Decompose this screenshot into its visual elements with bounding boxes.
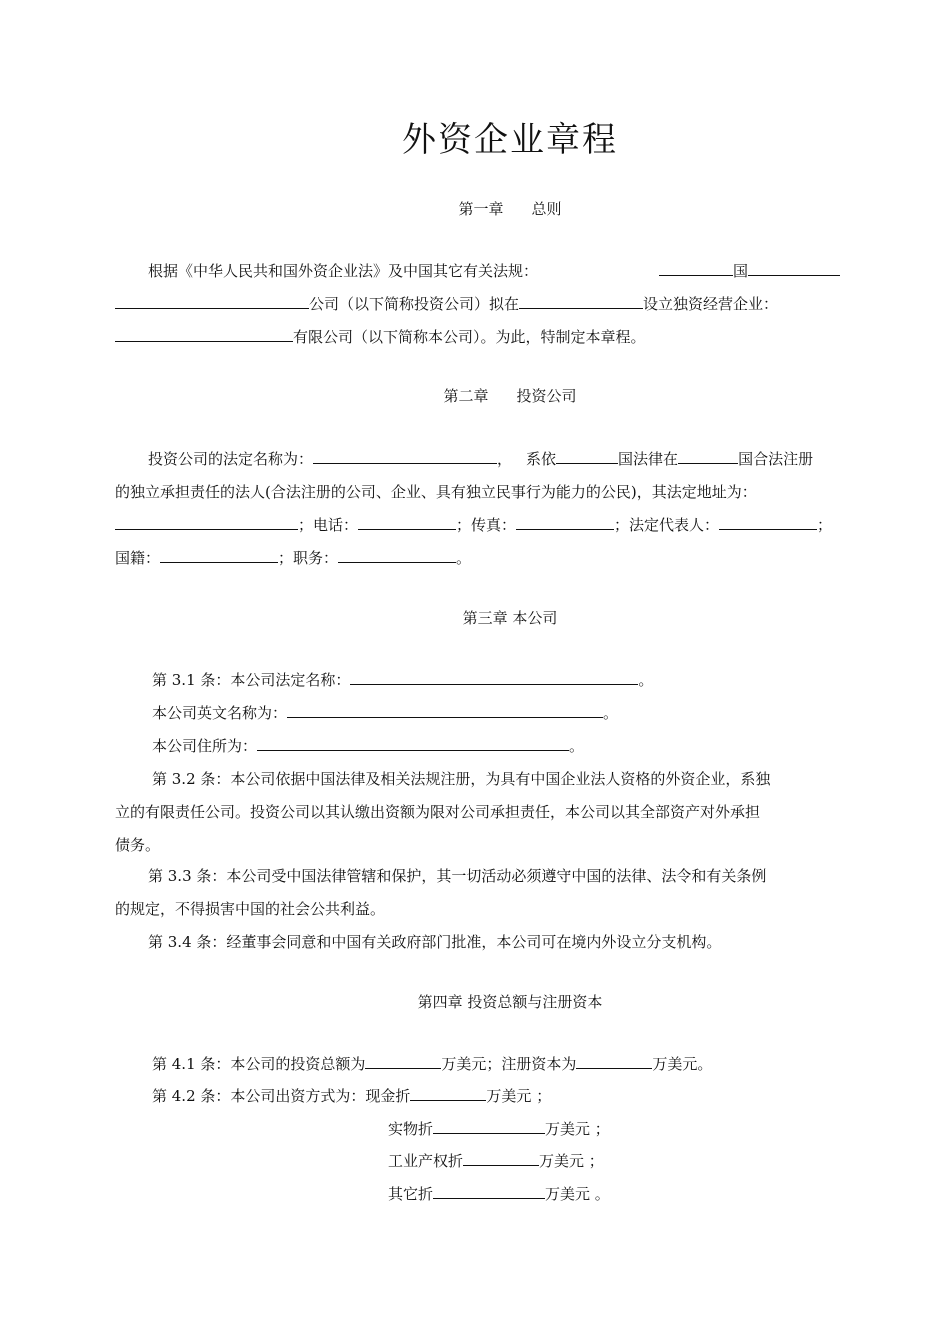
text: ；法定代表人： [614, 516, 720, 534]
contribution-label: 现金折 [365, 1087, 411, 1105]
text: 。 [456, 549, 472, 567]
chapter-name: 总则 [531, 200, 562, 218]
text: 国法律在 [618, 450, 679, 468]
paragraph-line [115, 481, 840, 502]
text: 万美元；注册资本为 [441, 1055, 577, 1073]
paragraph-line [148, 448, 840, 469]
text: 第 4.1 条：本公司的投资总额为 [152, 1055, 366, 1073]
article-3-1 [152, 669, 877, 690]
blank-field [160, 548, 278, 563]
text: 的独立承担责任的法人(合法注册的公司、企业、具有独立民事行为能力的公民)，其法定地址为： [115, 483, 757, 501]
text: 投资公司的法定名称为： [148, 450, 314, 468]
paragraph-line [115, 326, 840, 347]
chapter-3-heading: 第三章 本公司 [462, 609, 558, 627]
blank-field [338, 548, 456, 563]
blank-field [659, 261, 733, 276]
article-3-2-line: 债务。 [115, 836, 161, 854]
text: 国合法注册 [738, 450, 814, 468]
article-3-2-line: 立的有限责任公司。投资公司以其认缴出资额为限对公司承担责任，本公司以其全部资产对外承担 [115, 803, 761, 821]
text: ， [497, 450, 513, 468]
text: 第 4.2 条：本公司出资方式为： [152, 1087, 366, 1105]
text: 设立独资经营企业： [643, 295, 779, 313]
document-title: 外资企业章程 [402, 120, 618, 160]
blank-field [748, 261, 840, 276]
article-3-3-line: 的规定，不得损害中国的社会公共利益。 [115, 900, 386, 918]
text: 本公司住所为： [152, 737, 258, 755]
blank-field [519, 294, 643, 309]
blank-field [115, 515, 298, 530]
blank-field [678, 449, 738, 464]
text: 。 [603, 704, 619, 722]
text: ；传真： [456, 516, 517, 534]
text: 公司（以下简称投资公司）拟在 [309, 295, 520, 313]
article-4-1 [152, 1053, 877, 1074]
blank-field [556, 449, 618, 464]
chapter-2-heading [0, 385, 950, 406]
article-3-3-line: 第 3.3 条：本公司受中国法律管辖和保护，其一切活动必须遵守中国的法律、法令和有关条例 [148, 867, 767, 885]
paragraph-line [115, 293, 840, 314]
text: 万美元。 [652, 1055, 713, 1073]
blank-field [313, 449, 497, 464]
text: 根据《中华人民共和国外资企业法》及中国其它有关法规： [148, 262, 539, 280]
contribution-label: 实物折 [388, 1120, 434, 1138]
text: 系依 [526, 450, 557, 468]
article-3-4: 第 3.4 条：经董事会同意和中国有关政府部门批准，本公司可在境内外设立分支机构。 [148, 933, 722, 951]
english-name-line [152, 702, 877, 723]
blank-field [463, 1151, 539, 1166]
blank-field [433, 1184, 545, 1199]
blank-field [257, 736, 569, 751]
text: 。 [638, 671, 654, 689]
blank-field [365, 1054, 441, 1069]
blank-field [719, 515, 817, 530]
text: ；职务： [278, 549, 339, 567]
text: ；电话： [298, 516, 359, 534]
chapter-1-heading [0, 198, 950, 219]
text: 万美元 。 [545, 1185, 610, 1203]
chapter-4-heading: 第四章 投资总额与注册资本 [417, 993, 603, 1011]
article-3-2-line: 第 3.2 条：本公司依据中国法律及相关法规注册，为具有中国企业法人资格的外资企业，系独 [152, 770, 771, 788]
chapter-number: 第二章 [443, 387, 489, 405]
blank-field [433, 1119, 545, 1134]
text: 万美元 ； [539, 1152, 604, 1170]
blank-field [287, 703, 603, 718]
blank-field [115, 327, 293, 342]
text: 万美元 ； [545, 1120, 610, 1138]
text: ； [817, 516, 833, 534]
contribution-row [388, 1118, 688, 1139]
text: 万美元 ； [486, 1087, 552, 1105]
chapter-name: 投资公司 [516, 387, 577, 405]
blank-field [350, 670, 638, 685]
blank-field [410, 1086, 486, 1101]
blank-field [516, 515, 614, 530]
chapter-number: 第一章 [458, 200, 504, 218]
contribution-row [388, 1183, 688, 1204]
blank-field [358, 515, 456, 530]
text: 本公司英文名称为： [152, 704, 288, 722]
contribution-label: 工业产权折 [388, 1152, 464, 1170]
address-line [152, 735, 877, 756]
blank-field [115, 294, 309, 309]
text: 有限公司（以下简称本公司）。为此，特制定本章程。 [293, 328, 646, 346]
text: 。 [569, 737, 585, 755]
article-4-2 [152, 1085, 877, 1106]
paragraph-line [115, 514, 840, 535]
text: 国籍： [115, 549, 161, 567]
contribution-row [388, 1150, 688, 1171]
paragraph-line [148, 260, 840, 281]
text: 第 3.1 条：本公司法定名称： [152, 671, 351, 689]
blank-field [576, 1054, 652, 1069]
paragraph-line [115, 547, 840, 568]
text: 国 [732, 262, 748, 280]
contribution-label: 其它折 [388, 1185, 434, 1203]
